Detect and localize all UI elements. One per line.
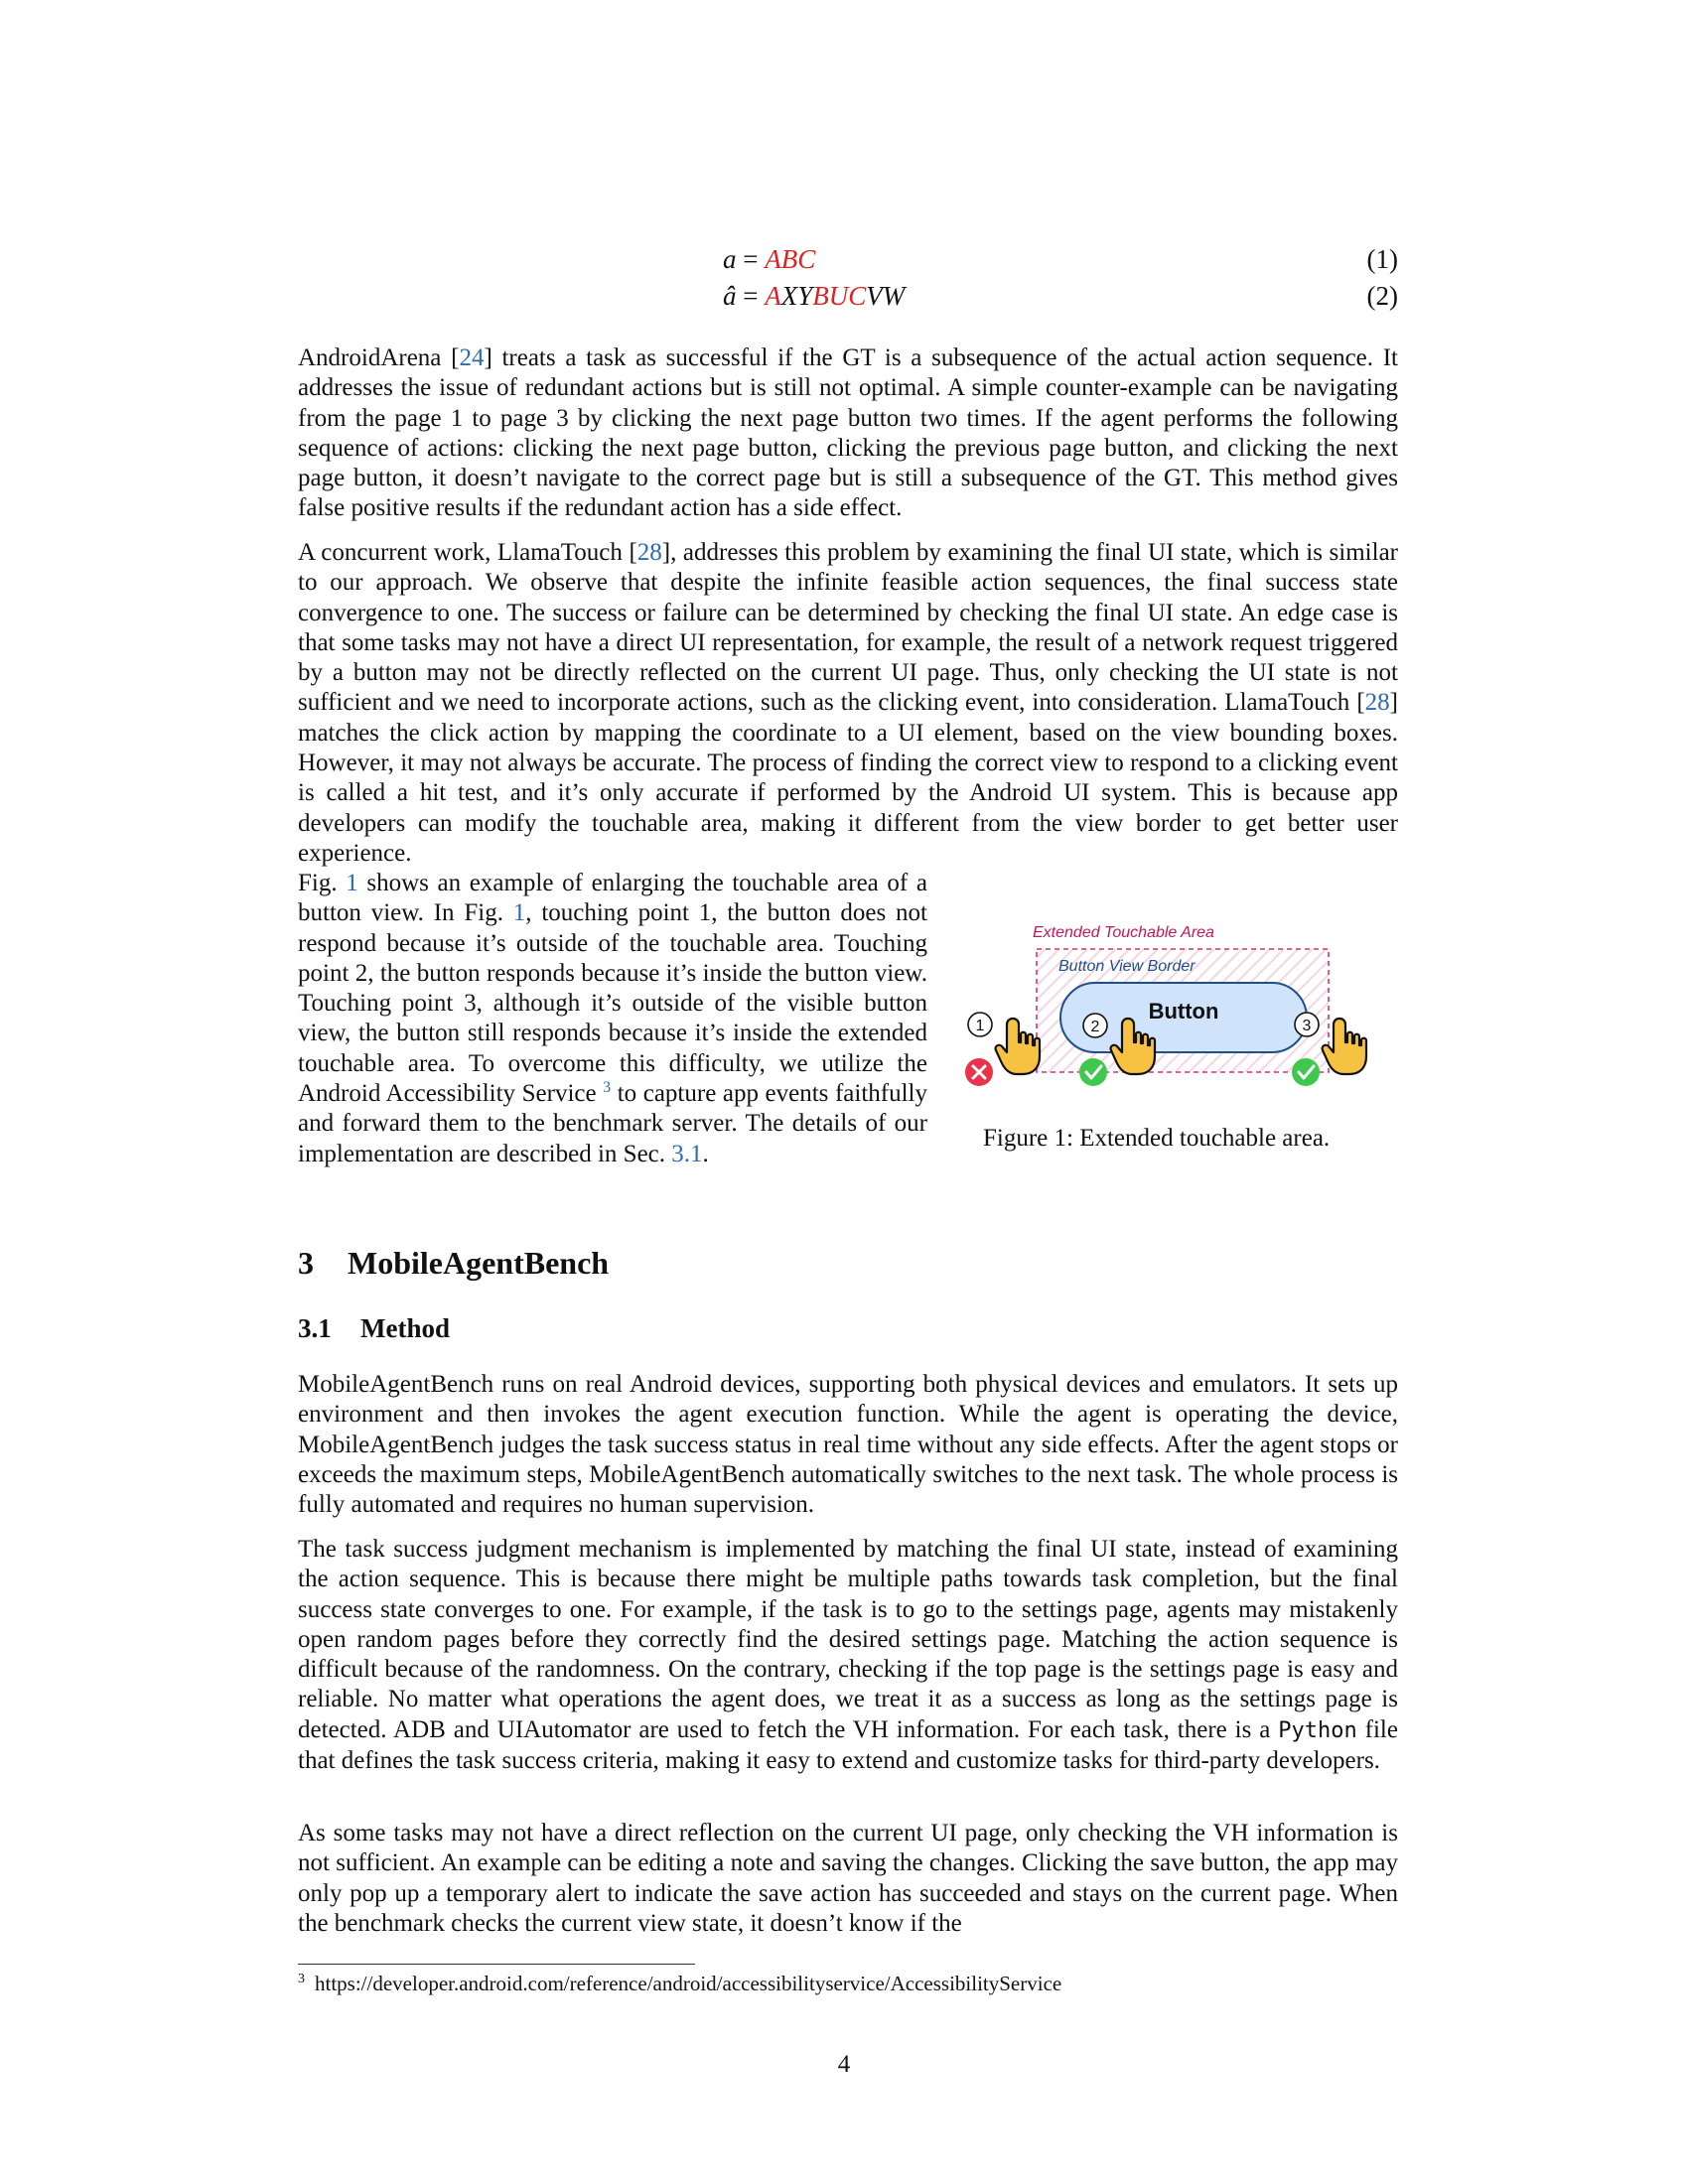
text-run: ] treats a task as successful if the GT is a subsequence of the actual action sequence. It addresses the issue of redundant actions but is still not optimal. A simple counter-example can be navigating from the page 1 to page 3 by clicking the next page button two times. If the agent performs the following sequence of actions: clicking the next page button, clicking the previous page button, and clicking the next page button, it doesn’t navigate to the correct page but is still a subsequence of the GT. This method gives false positive results if the redundant action has a side effect. (298, 344, 1398, 522)
footnote (298, 1972, 1061, 1996)
subsection-heading (298, 1313, 450, 1344)
figure-caption: Figure 1: Extended touchable area. (983, 1125, 1331, 1152)
paragraph-method-overview: MobileAgentBench runs on real Android devices, supporting both physical devices and emulators. It sets up environment and then invokes the agent execution function. While the agent is operating the device, MobileAgentBench judges the task success status in real time without any side effects. After the agent stops or exceeds the maximum steps, MobileAgentBench automatically switches to the next task. The whole process is fully automated and requires no human supervision. (298, 1371, 1398, 1519)
text-run: , touching point 1, the button does not respond because it’s outside of the touchable area. Touching point 2, the button responds because it’s inside the button view. Touching point 3, although it’s outside of the visible button view, the button still responds because it’s inside the extended touchable area. To overcome this difficulty, we utilize the Android Accessibility Service (298, 899, 927, 1108)
touch-point-1-label: 1 (975, 1018, 985, 1034)
equation-1-rhs: ABC (765, 244, 816, 274)
extended-area-label: Extended Touchable Area (1033, 924, 1214, 941)
text-run: ] matches the click action by mapping the coordinate to a UI element, based on the view bounding boxes. However, it may not always be accurate. The process of finding the correct view to respond to a clicking event is called a hit test, and it’s only accurate if performed by the Android UI system. This is because app developers can modify the touchable area, making it different from the view border to get better user experience. (298, 689, 1398, 867)
text-run: A concurrent work, LlamaTouch [ (298, 539, 637, 566)
paragraph-llamatouch (298, 538, 1398, 869)
citation-link[interactable]: 24 (459, 344, 485, 371)
footnote-ref-link[interactable]: 3 (603, 1079, 612, 1097)
text-run: AndroidArena [ (298, 344, 460, 371)
success-icon (1079, 1058, 1107, 1086)
equation-1-equals: = (736, 244, 766, 274)
text-run: . (702, 1140, 709, 1167)
paragraph-judgment-mechanism (298, 1535, 1398, 1776)
text-run: ], addresses this problem by examining the final UI state, which is similar to our approach. We observe that despite the infinite feasible action sequences, the final success state convergence to one. The success or failure can be determined by checking the final UI state. An edge case is that some tasks may not have a direct UI representation, for example, the result of a network request triggered by a button may not be directly reflected on the current UI page. Thus, only checking the UI state is not sufficient and we need to incorporate actions, such as the clicking event, into consideration. LlamaTouch [ (298, 539, 1398, 717)
page-number: 4 (837, 2051, 851, 2078)
figure-ref-link[interactable]: 1 (512, 899, 526, 927)
inline-code: Python (1278, 1717, 1357, 1743)
paragraph-android-arena (298, 343, 1398, 524)
section-ref-link[interactable]: 3.1 (671, 1140, 703, 1167)
equation-2 (723, 281, 1398, 315)
equation-2-lhs: â (723, 281, 737, 311)
pointer-hand-icon (996, 1019, 1040, 1074)
touch-point-2-label: 2 (1090, 1019, 1100, 1035)
text-run: file that defines the task success criteria, making it easy to extend and customize tasks for third-party developers. (298, 1715, 1398, 1775)
equation-2-part-xy: XY (780, 281, 813, 311)
citation-link[interactable]: 28 (636, 539, 662, 566)
paragraph-touchable-area (298, 869, 927, 1169)
equation-2-number: (2) (1366, 281, 1398, 311)
equation-2-part-buc: BUC (812, 281, 867, 311)
text-run: to capture app events faithfully and forward them to the benchmark server. The details of our implementation are described in Sec. (298, 1080, 927, 1167)
success-icon (1292, 1058, 1320, 1086)
button-border-label: Button View Border (1058, 958, 1196, 975)
section-heading (298, 1245, 609, 1282)
footnote-url[interactable]: https://developer.android.com/reference/android/accessibilityservice/AccessibilityService (315, 1972, 1062, 1995)
section-number: 3 (298, 1245, 314, 1281)
equation-1-lhs: a (723, 244, 737, 274)
equation-2-part-vw: VW (866, 281, 906, 311)
subsection-title: Method (360, 1313, 450, 1343)
paragraph-vh-limitation: As some tasks may not have a direct reflection on the current UI page, only checking the VH information is not sufficient. An example can be editing a note and saving the changes. Clicking the save button, the app may only pop up a temporary alert to indicate the save action has succeeded and stays on the current page. When the benchmark checks the current view state, it doesn’t know if the (298, 1820, 1398, 1937)
section-title: MobileAgentBench (348, 1245, 610, 1281)
footnote-mark: 3 (298, 1972, 305, 1986)
equation-2-equals: = (736, 281, 766, 311)
text-run: shows an example of enlarging the touchable area of a button view. In Fig. (298, 870, 927, 927)
citation-link[interactable]: 28 (1364, 689, 1390, 717)
equation-1-number: (1) (1366, 244, 1398, 274)
footnote-divider (298, 1964, 695, 1965)
subsection-number: 3.1 (298, 1313, 332, 1343)
figure-ref-link[interactable]: 1 (346, 870, 358, 896)
button-label: Button (1148, 999, 1219, 1024)
touch-point-3-label: 3 (1302, 1018, 1312, 1034)
equation-1 (723, 244, 1398, 278)
text-run: The task success judgment mechanism is implemented by matching the final UI state, instead of examining the action sequence. This is because there might be multiple paths towards task completion, but the final success state converges to one. For example, if the task is to go to the settings page, agents may mistakenly open random pages before they correctly find the desired settings page. Matching the action sequence is difficult because of the randomness. On the contrary, checking if the top page is the settings page is easy and reliable. No matter what operations the agent does, we treat it as a success as long as the settings page is detected. ADB and UIAutomator are used to fetch the VH information. For each task, there is a (298, 1536, 1398, 1743)
text-run: Fig. (298, 870, 347, 896)
equation-2-part-a: A (765, 281, 781, 311)
